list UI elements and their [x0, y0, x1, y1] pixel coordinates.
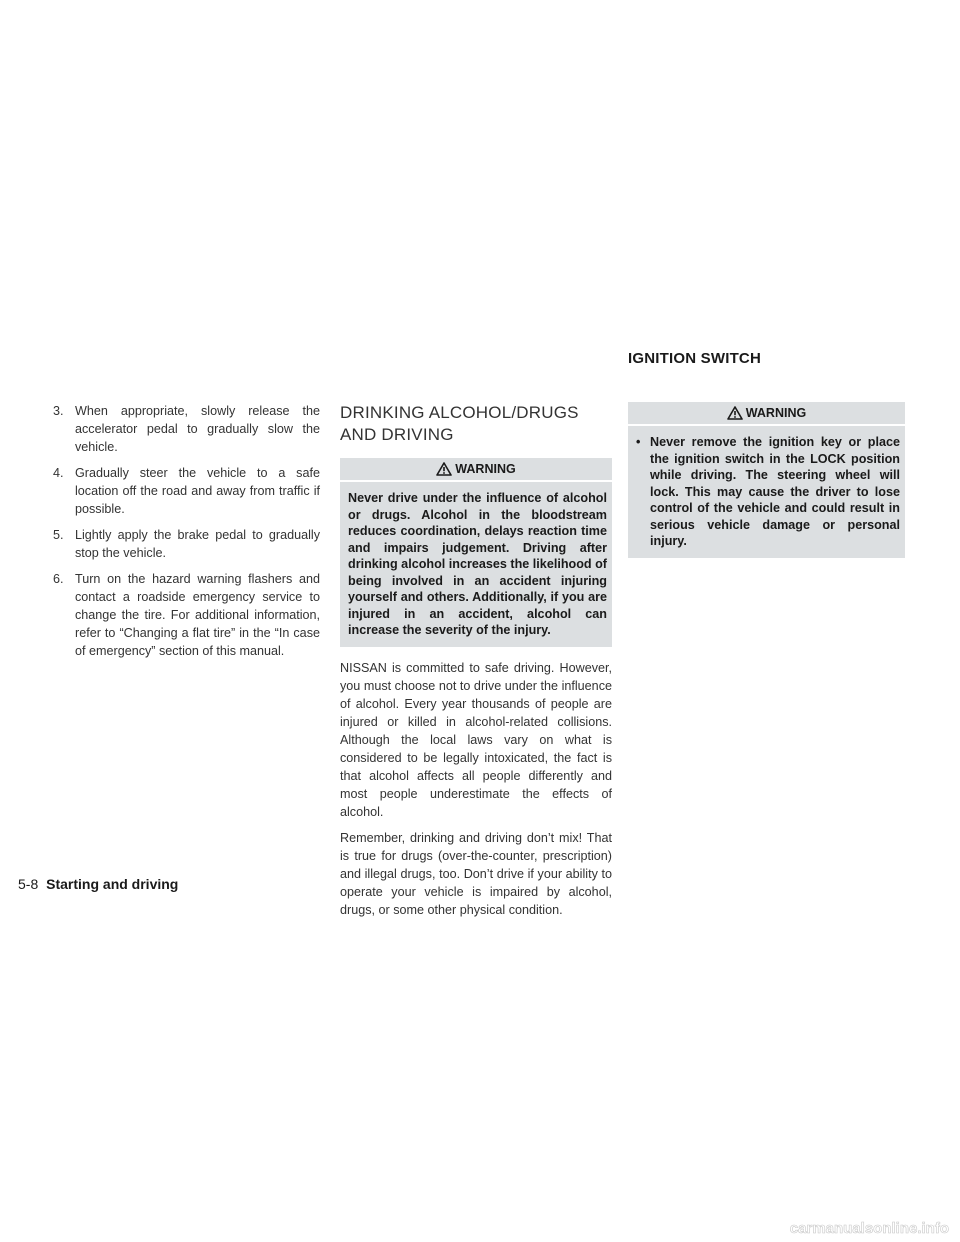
warning-label: WARNING — [455, 462, 516, 476]
page-number: 5-8 — [18, 876, 39, 892]
left-column — [50, 402, 320, 668]
warning-bullet-list — [628, 426, 905, 550]
body-paragraph: NISSAN is committed to safe driving. However, you must choose not to drive under the influence of alcohol. Every year thousands of people are injured or killed in alcohol-related collisions. Although the local laws vary on what is considered to be legally intoxicated, the fact is that alcohol affects all people differently and most people underestimate the effects of alcohol. — [340, 660, 612, 819]
ignition-warning-box — [628, 402, 905, 558]
step-text: Lightly apply the brake pedal to gradually stop the vehicle. — [75, 528, 320, 560]
list-item — [50, 570, 320, 660]
step-text: When appropriate, slowly release the accelerator pedal to gradually slow the vehicle. — [75, 404, 320, 454]
step-number: 4. — [53, 466, 64, 480]
step-number: 6. — [53, 572, 64, 586]
steps-list — [50, 402, 320, 660]
page-footer — [18, 876, 178, 892]
warning-header — [628, 402, 905, 426]
body-paragraph: Remember, drinking and driving don’t mix! That is true for drugs (over-the-counter, prescription) and illegal drugs, too. Don’t drive if your ability to operate your vehicle is impaired by alcohol, drugs, or some other physical condition. — [340, 830, 612, 917]
drinking-title: DRINKING ALCOHOL/DRUGS AND DRIVING — [340, 403, 579, 444]
warning-label: WARNING — [745, 406, 807, 420]
warning-text: Never drive under the influence of alcohol or drugs. Alcohol in the bloodstream reduces coordination, delays reaction time and impairs judgement. Driving after drinking alcohol increases the likelihood of being involved in an accident injuring yourself and others. Additionally, if you are injured in an accident, alcohol can increase the severity of the injury. — [348, 491, 607, 637]
step-number: 5. — [53, 528, 64, 542]
right-column — [628, 402, 905, 558]
middle-column — [340, 402, 612, 919]
list-item — [50, 464, 320, 518]
drinking-warning-box — [340, 458, 612, 647]
list-item — [636, 434, 900, 550]
step-text: Gradually steer the vehicle to a safe location off the road and away from traffic if possible. — [75, 466, 320, 516]
step-number: 3. — [53, 404, 64, 418]
bullet-icon: • — [636, 435, 641, 449]
warning-bullet-text: Never remove the ignition key or place the ignition switch in the LOCK position while driving. The steering wheel will lock. This may cause the driver to lose control of the vehicle and could result in serious vehicle damage or personal injury. — [650, 435, 900, 548]
chapter-title: Starting and driving — [46, 876, 179, 892]
watermark-logo — [744, 1214, 954, 1240]
list-item — [50, 402, 320, 456]
watermark-text: carmanualsonline.info — [789, 1220, 949, 1237]
section-heading: IGNITION SWITCH — [628, 350, 761, 367]
warning-triangle-icon — [727, 406, 743, 420]
warning-header — [340, 458, 612, 482]
warning-triangle-icon — [436, 462, 452, 476]
step-text: Turn on the hazard warning flashers and contact a roadside emergency service to change the tire. For additional information, refer to “Changing a flat tire” in the “In case of emergency” section of this manual. — [75, 572, 320, 658]
list-item — [50, 526, 320, 562]
